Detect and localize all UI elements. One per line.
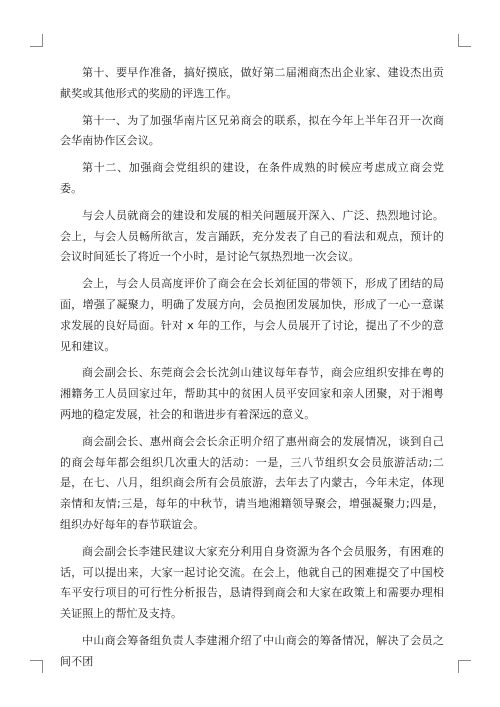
- document-body: [60, 63, 444, 679]
- paragraph-dongguan: 商会副会长、东莞商会会长沈剑山建议每年春节，商会应组织安排在粤的湘籍务工人员回家过年，帮助其中的贫困人员平安回家和亲人团聚，对于湘粤两地的稳定发展，社会的和谐进步有着深远的意义。: [60, 366, 444, 421]
- crop-mark-bottom-left: [30, 660, 43, 673]
- crop-mark-top-right: [458, 34, 471, 47]
- paragraph-evaluation: 会上，与会人员高度评价了商会在会长刘征国的带领下，形成了团结的局面，增强了凝聚力，明确了发展方向，会员抱团发展加快，形成了一心一意谋求发展的良好局面。针对 x 年的工作，与会人员展开了讨论，提出了不少的意见和建议。: [60, 277, 444, 353]
- paragraph-item-11: 第十一、为了加强华南片区兄弟商会的联系，拟在今年上半年召开一次商会华南协作区会议。: [60, 113, 444, 148]
- paragraph-li-jianmin: 商会副会长李建民建议大家充分利用自身资源为各个会员服务，有困难的话，可以提出来，大家一起讨论交流。在会上，他就自己的困难提交了中国校车平安行项目的可行性分析报告，恳请得到商会和大家在政策上和需要办理相关证照上的帮忙及支持。: [60, 544, 444, 621]
- paragraph-zhongshan: 中山商会筹备组负责人李建湘介绍了中山商会的筹备情况，解决了会员之间不团: [60, 633, 444, 668]
- paragraph-item-12: 第十二、加强商会党组织的建设，在条件成熟的时候应考虑成立商会党委。: [60, 161, 444, 195]
- paragraph-item-10: 第十、要早作准备，搞好摸底，做好第二届湘商杰出企业家、建设杰出贡献奖或其他形式的奖励的评选工作。: [60, 66, 444, 100]
- crop-mark-bottom-right: [458, 660, 471, 673]
- paragraph-huizhou: 商会副会长、惠州商会会长余正明介绍了惠州商会的发展情况，谈到自己的商会每年都会组织几次重大的活动：一是，三八节组织女会员旅游活动;二是，在七、八月，组织商会所有会员旅游，去年去了内蒙古，今年未定，体现亲情和友情;三是，每年的中秋节，请当地湘籍领导聚会，增强凝聚力;四是，组织办好每年的春节联谊会。: [60, 434, 444, 531]
- paragraph-discussion: 与会人员就商会的建设和发展的相关问题展开深入、广泛、热烈地讨论。会上，与会人员畅所欲言，发言踊跃，充分发表了自己的看法和观点，预计的会议时间延长了将近一个小时，是讨论气氛热烈地一次会议。: [60, 208, 444, 264]
- crop-mark-top-left: [30, 34, 43, 47]
